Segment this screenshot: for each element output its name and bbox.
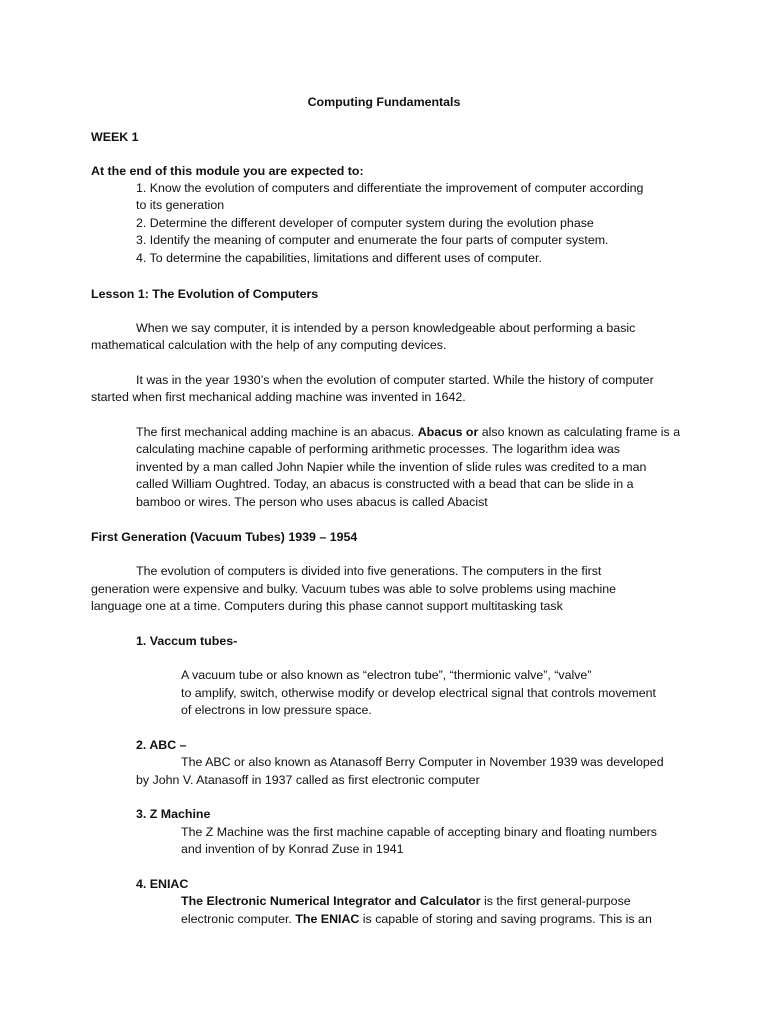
item-heading-abc: 2. ABC – — [136, 738, 187, 752]
paragraph-line: to amplify, switch, otherwise modify or develop electrical signal that controls movement — [181, 686, 656, 700]
text-span: also known as calculating frame is a — [478, 425, 681, 439]
paragraph-line: called William Oughtred. Today, an abacus is constructed with a bead that can be slide in a — [136, 477, 634, 491]
paragraph-line: The Z Machine was the first machine capable of accepting binary and floating numbers — [181, 825, 657, 839]
objective-item: 3. Identify the meaning of computer and enumerate the four parts of computer system. — [136, 233, 609, 247]
abacus-term: Abacus or — [417, 425, 479, 439]
page-title: Computing Fundamentals — [307, 95, 461, 109]
item-heading-vacuum-tubes: 1. Vaccum tubes- — [136, 634, 238, 648]
paragraph-line: of electrons in low pressure space. — [181, 703, 372, 717]
section-heading-first-generation: First Generation (Vacuum Tubes) 1939 – 1954 — [91, 530, 358, 544]
lesson-title: Lesson 1: The Evolution of Computers — [91, 287, 319, 301]
paragraph-line — [181, 911, 652, 929]
item-heading-eniac: 4. ENIAC — [136, 877, 189, 891]
paragraph-line: A vacuum tube or also known as “electron tube”, “thermionic valve”, “valve” — [181, 668, 592, 682]
text-span: electronic computer. — [181, 912, 296, 926]
text-span: The first mechanical adding machine is an abacus. — [136, 425, 418, 439]
eniac-term: The Electronic Numerical Integrator and Calculator — [181, 894, 481, 908]
text-span: is capable of storing and saving programs. This is an — [359, 912, 652, 926]
text-span: is the first general-purpose — [480, 894, 631, 908]
objective-item: 2. Determine the different developer of computer system during the evolution phase — [136, 216, 594, 230]
item-heading-z-machine: 3. Z Machine — [136, 807, 211, 821]
paragraph-line: calculating machine capable of performing arithmetic processes. The logarithm idea was — [136, 442, 620, 456]
paragraph-line: started when first mechanical adding machine was invented in 1642. — [91, 390, 466, 404]
week-label: WEEK 1 — [91, 130, 139, 144]
paragraph-line — [181, 893, 631, 911]
objective-item: to its generation — [136, 198, 225, 212]
objective-item: 1. Know the evolution of computers and differentiate the improvement of computer according — [136, 181, 644, 195]
paragraph-line: It was in the year 1930’s when the evolution of computer started. While the history of computer — [136, 373, 654, 387]
paragraph-line: by John V. Atanasoff in 1937 called as first electronic computer — [136, 773, 480, 787]
paragraph-line: The ABC or also known as Atanasoff Berry Computer in November 1939 was developed — [181, 755, 664, 769]
paragraph-line: bamboo or wires. The person who uses abacus is called Abacist — [136, 495, 488, 509]
paragraph-line: The evolution of computers is divided into five generations. The computers in the first — [136, 564, 602, 578]
paragraph-line: mathematical calculation with the help of any computing devices. — [91, 338, 447, 352]
objectives-heading: At the end of this module you are expected to: — [91, 164, 364, 178]
paragraph-line: and invention of by Konrad Zuse in 1941 — [181, 842, 404, 856]
objective-item: 4. To determine the capabilities, limitations and different uses of computer. — [136, 251, 542, 265]
paragraph-line: language one at a time. Computers during this phase cannot support multitasking task — [91, 599, 563, 613]
paragraph-line: generation were expensive and bulky. Vacuum tubes was able to solve problems using machine — [91, 582, 617, 596]
paragraph-line: When we say computer, it is intended by a person knowledgeable about performing a basic — [136, 321, 636, 335]
paragraph-line: invented by a man called John Napier while the invention of slide rules was credited to a man — [136, 460, 647, 474]
eniac-term: The ENIAC — [295, 912, 360, 926]
paragraph-line — [136, 424, 680, 442]
